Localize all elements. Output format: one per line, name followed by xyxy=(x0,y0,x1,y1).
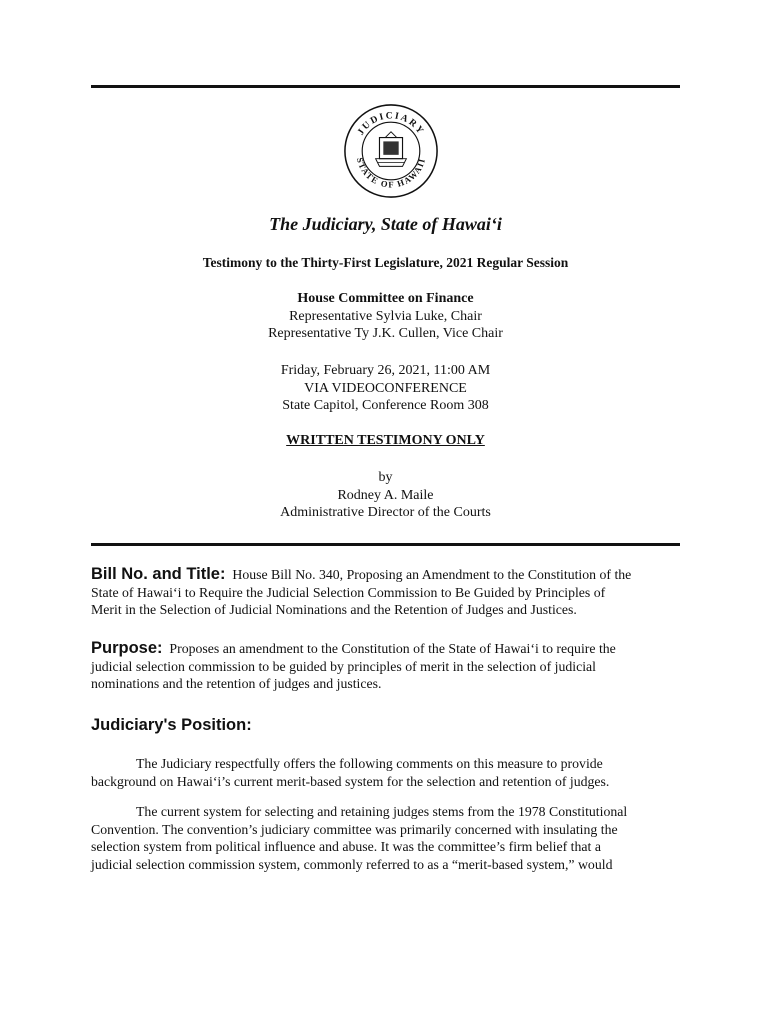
meeting-block xyxy=(91,362,680,415)
committee-vice-chair: Representative Ty J.K. Cullen, Vice Chair xyxy=(268,326,503,341)
author-name: Rodney A. Maile xyxy=(337,487,434,503)
purpose-label: Purpose: xyxy=(91,639,163,657)
meeting-date-time: Friday, February 26, 2021, 11:00 AM xyxy=(280,363,491,378)
para1-line-2: background on Hawai‘i’s current merit-based system for the selection and retention of judges. xyxy=(91,773,610,789)
position-paragraph-1 xyxy=(91,755,680,790)
purpose-section xyxy=(91,640,680,693)
judiciary-seal-icon xyxy=(343,103,439,199)
author-by: by xyxy=(378,470,393,485)
document-title: The Judiciary, State of Hawai‘i xyxy=(269,214,502,234)
purpose-line-2: judicial selection commission to be guided by principles of merit in the selection of judicial xyxy=(91,658,597,674)
bill-section xyxy=(91,566,680,619)
author-block xyxy=(91,469,680,522)
top-rule xyxy=(91,85,680,88)
bill-line-1: House Bill No. 340, Proposing an Amendment to the Constitution of the xyxy=(232,567,632,582)
session-subtitle: Testimony to the Thirty-First Legislature, 2021 Regular Session xyxy=(202,255,569,270)
bill-label: Bill No. and Title: xyxy=(91,565,226,583)
para2-line-3: selection system from political influence and abuse. It was the committee’s firm belief that a xyxy=(91,839,601,854)
committee-block xyxy=(91,290,680,343)
para1-line-1: The Judiciary respectfully offers the following comments on this measure to provide xyxy=(136,756,603,771)
para2-line-2: Convention. The convention’s judiciary committee was primarily concerned with insulating the xyxy=(91,821,618,837)
para2-line-4: judicial selection commission system, commonly referred to as a “merit-based system,” would xyxy=(91,856,613,872)
purpose-line-3: nominations and the retention of judges and justices. xyxy=(91,676,382,691)
svg-text:JUDICIARY: JUDICIARY xyxy=(355,110,427,138)
bill-line-2: State of Hawai‘i to Require the Judicial Selection Commission to Be Guided by Principles of xyxy=(91,584,606,600)
meeting-mode: VIA VIDEOCONFERENCE xyxy=(304,380,467,396)
author-title: Administrative Director of the Courts xyxy=(280,505,491,520)
para2-line-1: The current system for selecting and retaining judges stems from the 1978 Constitutional xyxy=(136,804,628,819)
committee-name: House Committee on Finance xyxy=(297,291,474,306)
section-rule xyxy=(91,543,680,546)
svg-text:STATE OF HAWAII: STATE OF HAWAII xyxy=(354,156,428,190)
purpose-line-1: Proposes an amendment to the Constitution of the State of Hawai‘i to require the xyxy=(169,641,616,656)
committee-chair: Representative Sylvia Luke, Chair xyxy=(289,308,482,324)
bill-line-3: Merit in the Selection of Judicial Nominations and the Retention of Judges and Justices. xyxy=(91,602,577,617)
written-testimony-label: WRITTEN TESTIMONY ONLY xyxy=(286,433,485,448)
meeting-location: State Capitol, Conference Room 308 xyxy=(282,398,489,413)
position-paragraph-2 xyxy=(91,803,680,873)
position-heading: Judiciary's Position: xyxy=(91,716,252,734)
